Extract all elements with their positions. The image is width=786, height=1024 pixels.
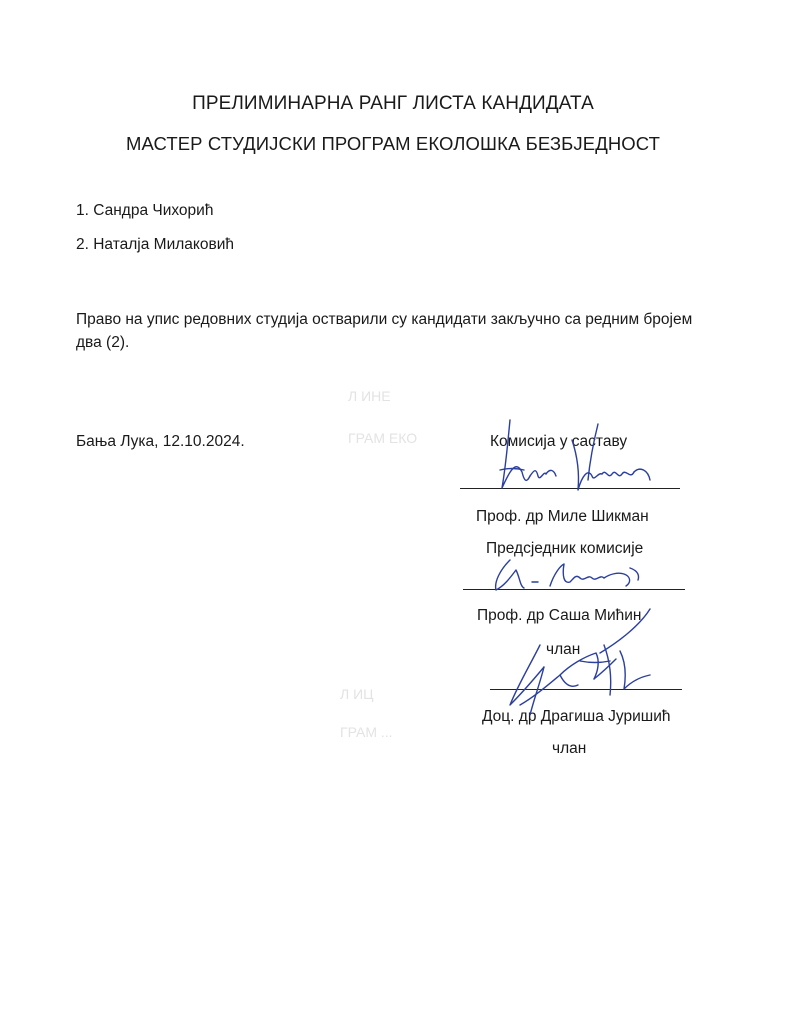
enrollment-statement: Право на упис редовних студија остварили су кандидати закључно са редним бројем два (2). [76,311,693,351]
member-name: Доц. др Драгиша Јуришић [482,708,671,725]
list-item: 1. Сандра Чихорић [76,202,214,219]
list-item: 2. Наталја Милаковић [76,236,234,253]
signature-member-1 [480,552,650,597]
signature-line [460,488,680,489]
bleed-through-mark: ГРАМ ... [340,724,393,740]
page-subtitle: МАСТЕР СТУДИЈСКИ ПРОГРАМ ЕКОЛОШКА БЕЗБЈЕДНОСТ [125,133,661,154]
member-role: члан [552,740,587,757]
member-name: Проф. др Миле Шикман [476,508,649,525]
place-date: Бања Лука, 12.10.2024. [76,433,245,450]
member-role: члан [546,641,581,658]
bleed-through-mark: Л ИЦ [340,686,374,702]
page-title: ПРЕЛИМИНАРНА РАНГ ЛИСТА КАНДИДАТА [192,93,594,114]
bleed-through-mark: ГРАМ ЕКО [348,430,418,446]
member-role: Предсједник комисије [486,540,644,557]
signature-line [490,689,682,690]
commission-heading: Комисија у саставу [490,433,628,450]
member-name: Проф. др Саша Мићин [477,607,642,624]
bleed-through-mark: Л ИНЕ [348,388,391,404]
candidate-list [76,200,234,268]
signature-line [463,589,685,590]
signature-president [490,410,665,505]
